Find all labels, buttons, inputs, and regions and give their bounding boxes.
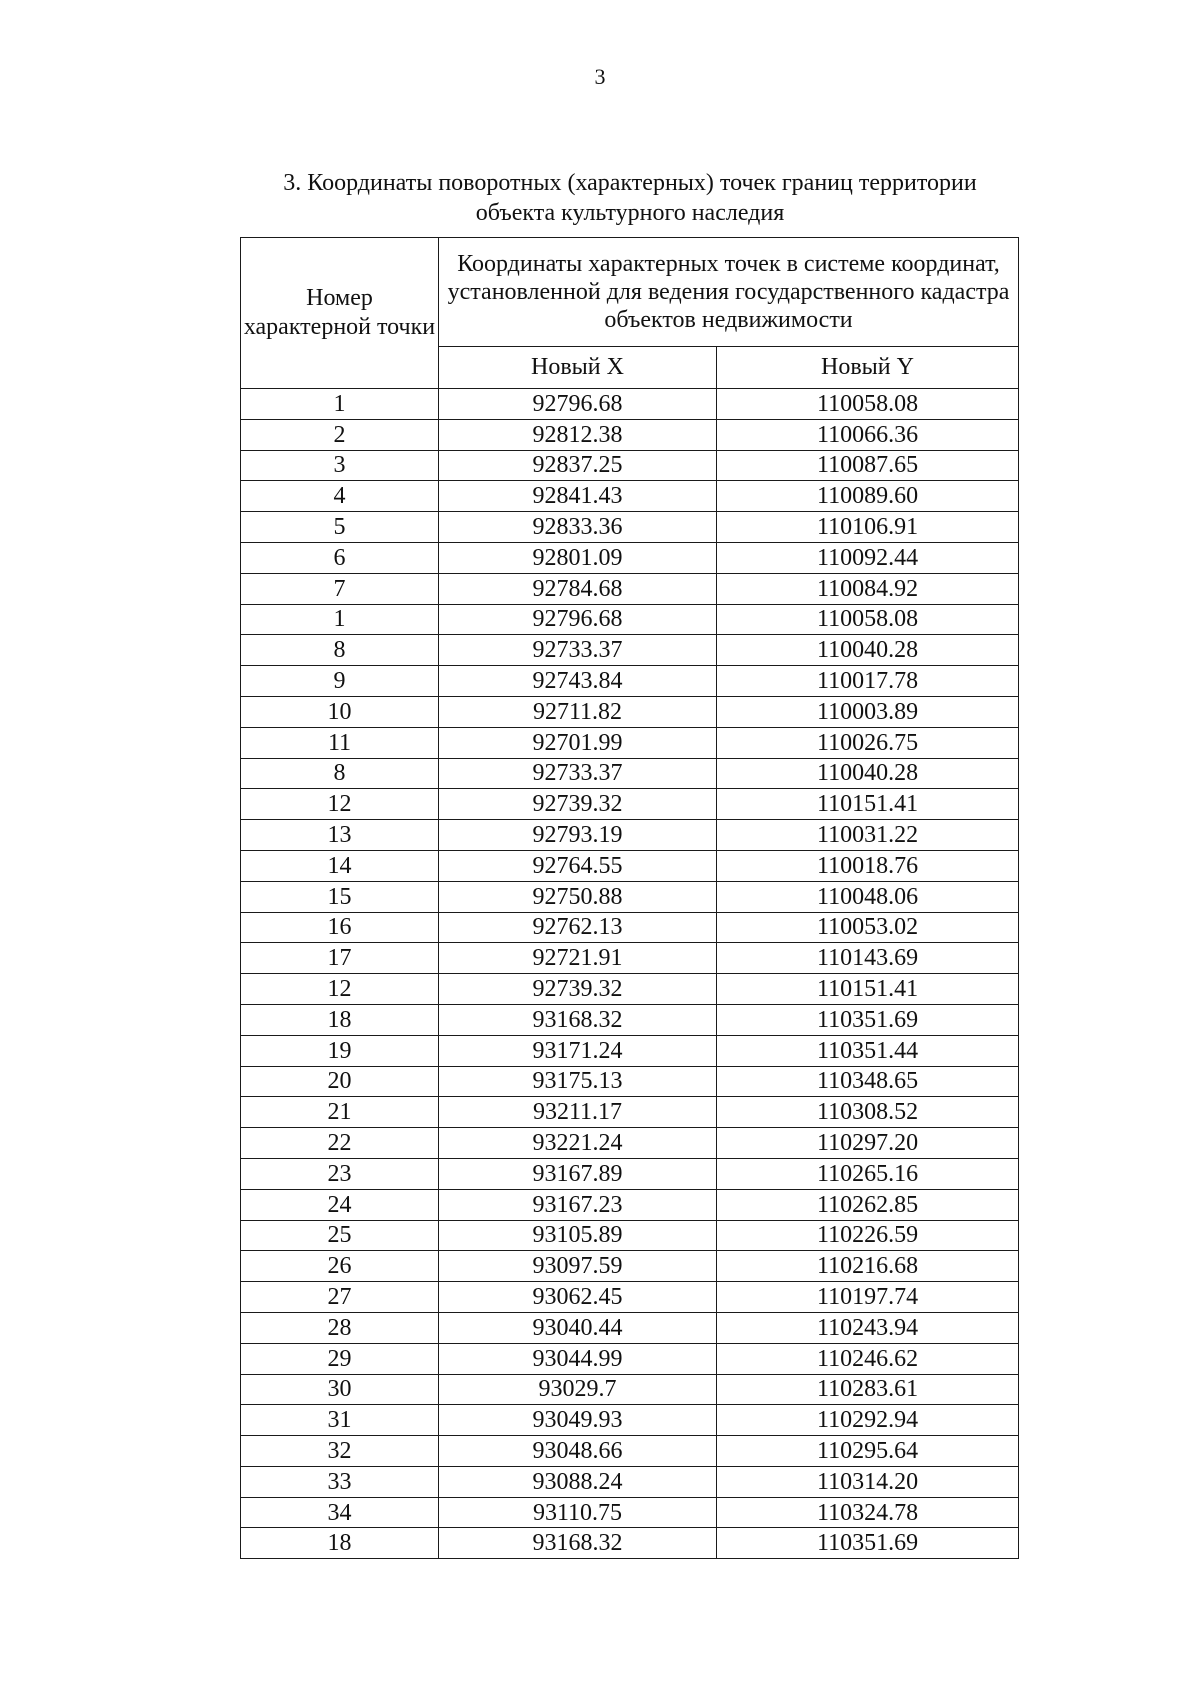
table-row xyxy=(241,1220,1019,1251)
coordinate-x-cell: 92841.43 xyxy=(439,481,717,512)
coordinate-y-cell: 110017.78 xyxy=(717,666,1019,697)
coordinate-y-cell: 110066.36 xyxy=(717,419,1019,450)
coordinate-x-cell: 92784.68 xyxy=(439,573,717,604)
table-row xyxy=(241,727,1019,758)
point-number-cell: 30 xyxy=(241,1374,439,1405)
coordinate-x-cell: 92711.82 xyxy=(439,696,717,727)
coordinate-y-cell: 110040.28 xyxy=(717,758,1019,789)
coordinate-x-cell: 92701.99 xyxy=(439,727,717,758)
coordinate-y-cell: 110243.94 xyxy=(717,1312,1019,1343)
coordinate-y-cell: 110246.62 xyxy=(717,1343,1019,1374)
coordinate-x-cell: 92793.19 xyxy=(439,820,717,851)
table-row xyxy=(241,1035,1019,1066)
table-row xyxy=(241,974,1019,1005)
coordinate-x-cell: 93110.75 xyxy=(439,1497,717,1528)
table-row xyxy=(241,1251,1019,1282)
coordinate-y-cell: 110348.65 xyxy=(717,1066,1019,1097)
coordinate-y-cell: 110324.78 xyxy=(717,1497,1019,1528)
coordinate-y-cell: 110151.41 xyxy=(717,789,1019,820)
coordinate-x-cell: 93168.32 xyxy=(439,1528,717,1559)
coordinate-x-cell: 92801.09 xyxy=(439,542,717,573)
table-row xyxy=(241,789,1019,820)
coordinate-x-cell: 92750.88 xyxy=(439,881,717,912)
coordinate-x-cell: 93097.59 xyxy=(439,1251,717,1282)
table-row xyxy=(241,912,1019,943)
header-point-number: Номер характерной точки xyxy=(241,238,439,389)
coordinate-x-cell: 92739.32 xyxy=(439,974,717,1005)
table-row xyxy=(241,1158,1019,1189)
table-row xyxy=(241,1282,1019,1313)
coordinate-x-cell: 93044.99 xyxy=(439,1343,717,1374)
table-row xyxy=(241,1343,1019,1374)
coordinate-x-cell: 93171.24 xyxy=(439,1035,717,1066)
coordinate-y-cell: 110058.08 xyxy=(717,389,1019,420)
point-number-cell: 20 xyxy=(241,1066,439,1097)
point-number-cell: 31 xyxy=(241,1405,439,1436)
table-row xyxy=(241,1436,1019,1467)
point-number-cell: 4 xyxy=(241,481,439,512)
coordinate-x-cell: 92733.37 xyxy=(439,758,717,789)
coordinate-x-cell: 92796.68 xyxy=(439,604,717,635)
coordinate-y-cell: 110351.44 xyxy=(717,1035,1019,1066)
table-row xyxy=(241,419,1019,450)
coordinate-y-cell: 110295.64 xyxy=(717,1436,1019,1467)
table-row xyxy=(241,604,1019,635)
coordinate-x-cell: 93211.17 xyxy=(439,1097,717,1128)
coordinate-x-cell: 92833.36 xyxy=(439,512,717,543)
coordinate-x-cell: 93221.24 xyxy=(439,1128,717,1159)
point-number-cell: 21 xyxy=(241,1097,439,1128)
table-row xyxy=(241,881,1019,912)
point-number-cell: 12 xyxy=(241,974,439,1005)
table-row xyxy=(241,1312,1019,1343)
coordinate-x-cell: 93175.13 xyxy=(439,1066,717,1097)
coordinate-y-cell: 110351.69 xyxy=(717,1004,1019,1035)
point-number-cell: 17 xyxy=(241,943,439,974)
coordinate-x-cell: 93105.89 xyxy=(439,1220,717,1251)
coordinate-x-cell: 93049.93 xyxy=(439,1405,717,1436)
point-number-cell: 14 xyxy=(241,850,439,881)
point-number-cell: 18 xyxy=(241,1004,439,1035)
table-row xyxy=(241,481,1019,512)
table-row xyxy=(241,1097,1019,1128)
point-number-cell: 3 xyxy=(241,450,439,481)
point-number-cell: 6 xyxy=(241,542,439,573)
section-title xyxy=(180,168,1080,228)
point-number-cell: 18 xyxy=(241,1528,439,1559)
coordinate-x-cell: 92796.68 xyxy=(439,389,717,420)
table-row xyxy=(241,512,1019,543)
coordinate-x-cell: 92733.37 xyxy=(439,635,717,666)
coordinate-y-cell: 110265.16 xyxy=(717,1158,1019,1189)
point-number-cell: 23 xyxy=(241,1158,439,1189)
point-number-cell: 5 xyxy=(241,512,439,543)
coordinate-y-cell: 110048.06 xyxy=(717,881,1019,912)
point-number-cell: 26 xyxy=(241,1251,439,1282)
point-number-cell: 8 xyxy=(241,635,439,666)
point-number-cell: 1 xyxy=(241,389,439,420)
table-row xyxy=(241,1374,1019,1405)
coordinate-x-cell: 92743.84 xyxy=(439,666,717,697)
table-row xyxy=(241,1004,1019,1035)
point-number-cell: 34 xyxy=(241,1497,439,1528)
coordinate-x-cell: 92764.55 xyxy=(439,850,717,881)
coordinate-x-cell: 92812.38 xyxy=(439,419,717,450)
coordinate-y-cell: 110089.60 xyxy=(717,481,1019,512)
coordinate-x-cell: 93088.24 xyxy=(439,1466,717,1497)
point-number-cell: 19 xyxy=(241,1035,439,1066)
coordinates-table-body xyxy=(241,389,1019,1559)
coordinate-y-cell: 110040.28 xyxy=(717,635,1019,666)
coordinate-y-cell: 110351.69 xyxy=(717,1528,1019,1559)
coordinates-table-header xyxy=(241,238,1019,389)
header-new-y: Новый Y xyxy=(717,347,1019,389)
header-coordinate-system: Координаты характерных точек в системе координат, установленной для ведения государственного кадастра объектов недвижимости xyxy=(439,238,1019,347)
coordinate-y-cell: 110308.52 xyxy=(717,1097,1019,1128)
coordinates-table xyxy=(240,237,1019,1559)
table-row xyxy=(241,1528,1019,1559)
table-row xyxy=(241,1405,1019,1436)
coordinate-x-cell: 93167.23 xyxy=(439,1189,717,1220)
point-number-cell: 15 xyxy=(241,881,439,912)
coordinate-y-cell: 110053.02 xyxy=(717,912,1019,943)
section-title-line-2: объекта культурного наследия xyxy=(475,200,785,226)
coordinate-x-cell: 93040.44 xyxy=(439,1312,717,1343)
coordinate-y-cell: 110106.91 xyxy=(717,512,1019,543)
table-row xyxy=(241,542,1019,573)
coordinate-x-cell: 92762.13 xyxy=(439,912,717,943)
coordinate-y-cell: 110087.65 xyxy=(717,450,1019,481)
coordinate-y-cell: 110084.92 xyxy=(717,573,1019,604)
coordinate-x-cell: 93048.66 xyxy=(439,1436,717,1467)
point-number-cell: 12 xyxy=(241,789,439,820)
point-number-cell: 16 xyxy=(241,912,439,943)
coordinate-y-cell: 110262.85 xyxy=(717,1189,1019,1220)
coordinate-y-cell: 110031.22 xyxy=(717,820,1019,851)
coordinate-x-cell: 92721.91 xyxy=(439,943,717,974)
point-number-cell: 24 xyxy=(241,1189,439,1220)
coordinate-x-cell: 92837.25 xyxy=(439,450,717,481)
table-row xyxy=(241,635,1019,666)
point-number-cell: 2 xyxy=(241,419,439,450)
table-row xyxy=(241,758,1019,789)
table-row xyxy=(241,450,1019,481)
point-number-cell: 25 xyxy=(241,1220,439,1251)
coordinate-y-cell: 110092.44 xyxy=(717,542,1019,573)
coordinate-y-cell: 110283.61 xyxy=(717,1374,1019,1405)
table-row xyxy=(241,666,1019,697)
coordinate-x-cell: 93167.89 xyxy=(439,1158,717,1189)
coordinate-x-cell: 93168.32 xyxy=(439,1004,717,1035)
coordinate-y-cell: 110197.74 xyxy=(717,1282,1019,1313)
point-number-cell: 32 xyxy=(241,1436,439,1467)
point-number-cell: 9 xyxy=(241,666,439,697)
table-row xyxy=(241,1497,1019,1528)
point-number-cell: 1 xyxy=(241,604,439,635)
page-number: 3 xyxy=(594,64,606,89)
coordinate-y-cell: 110003.89 xyxy=(717,696,1019,727)
point-number-cell: 28 xyxy=(241,1312,439,1343)
table-row xyxy=(241,1189,1019,1220)
coordinate-y-cell: 110297.20 xyxy=(717,1128,1019,1159)
header-new-x: Новый X xyxy=(439,347,717,389)
coordinate-y-cell: 110216.68 xyxy=(717,1251,1019,1282)
coordinate-y-cell: 110292.94 xyxy=(717,1405,1019,1436)
table-row xyxy=(241,943,1019,974)
table-row xyxy=(241,1466,1019,1497)
point-number-cell: 7 xyxy=(241,573,439,604)
coordinate-y-cell: 110026.75 xyxy=(717,727,1019,758)
coordinate-x-cell: 93029.7 xyxy=(439,1374,717,1405)
coordinate-x-cell: 93062.45 xyxy=(439,1282,717,1313)
table-row xyxy=(241,1128,1019,1159)
table-row xyxy=(241,850,1019,881)
coordinate-y-cell: 110018.76 xyxy=(717,850,1019,881)
coordinate-y-cell: 110143.69 xyxy=(717,943,1019,974)
point-number-cell: 33 xyxy=(241,1466,439,1497)
point-number-cell: 22 xyxy=(241,1128,439,1159)
coordinate-y-cell: 110151.41 xyxy=(717,974,1019,1005)
section-title-line-1: 3. Координаты поворотных (характерных) точек границ территории xyxy=(283,170,977,196)
coordinate-x-cell: 92739.32 xyxy=(439,789,717,820)
coordinate-y-cell: 110226.59 xyxy=(717,1220,1019,1251)
point-number-cell: 10 xyxy=(241,696,439,727)
point-number-cell: 8 xyxy=(241,758,439,789)
table-row xyxy=(241,1066,1019,1097)
table-row xyxy=(241,696,1019,727)
table-row xyxy=(241,389,1019,420)
point-number-cell: 11 xyxy=(241,727,439,758)
point-number-cell: 13 xyxy=(241,820,439,851)
coordinate-y-cell: 110314.20 xyxy=(717,1466,1019,1497)
point-number-cell: 27 xyxy=(241,1282,439,1313)
coordinate-y-cell: 110058.08 xyxy=(717,604,1019,635)
point-number-cell: 29 xyxy=(241,1343,439,1374)
table-row xyxy=(241,820,1019,851)
table-row xyxy=(241,573,1019,604)
